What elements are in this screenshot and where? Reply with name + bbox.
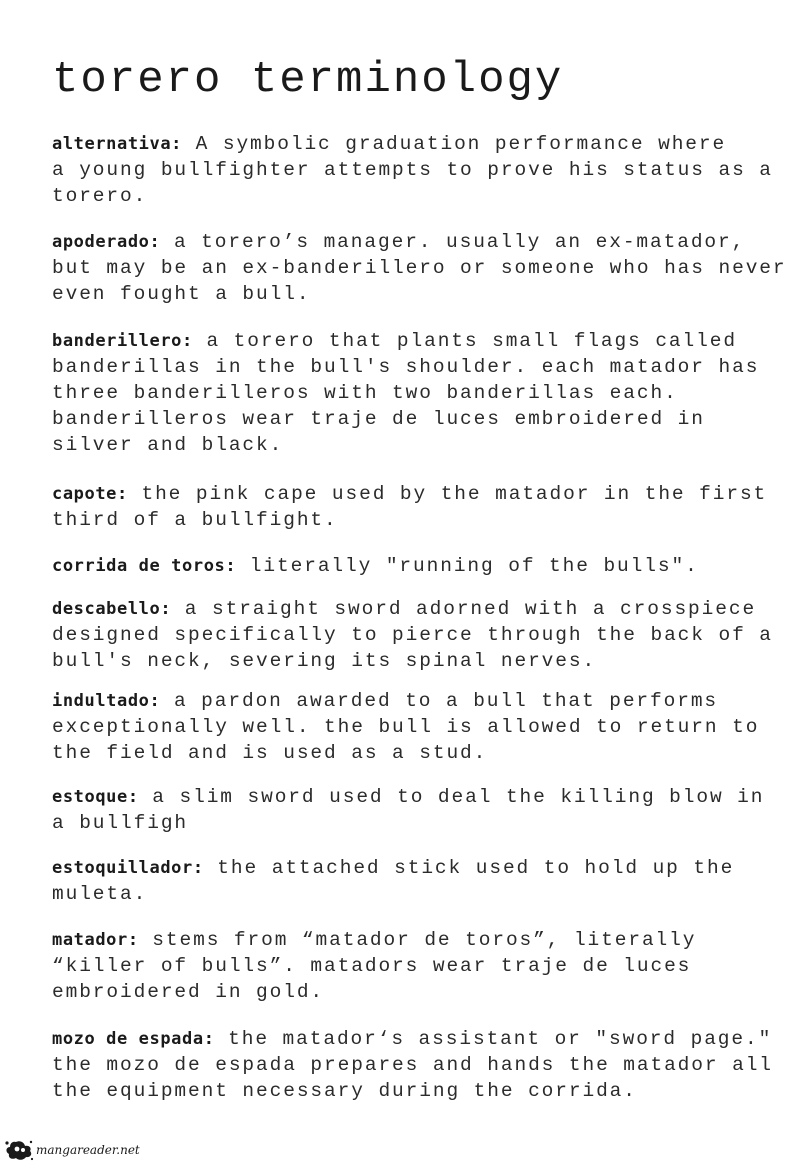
definition-line: a straight sword adorned with a crosspiece [171, 598, 757, 620]
glossary-entry [52, 688, 772, 766]
definition-line: stems from “matador de toros”, literally [138, 929, 697, 951]
definition-line: designed specifically to pierce through the back of a [52, 624, 773, 646]
definition-line: torero. [52, 185, 148, 207]
definition-line: three banderilleros with two banderillas each. [52, 382, 678, 404]
glossary-entry [52, 328, 772, 458]
ink-splat-icon [4, 1138, 34, 1162]
glossary-term: alternativa: [52, 134, 183, 154]
glossary-entry [52, 927, 772, 1005]
page-title: torero terminology [52, 55, 564, 105]
glossary-entry [52, 596, 772, 674]
definition-line: silver and black. [52, 434, 284, 456]
definition-line: the equipment necessary during the corrida. [52, 1080, 637, 1102]
definition-line: muleta. [52, 883, 148, 905]
definition-line: even fought a bull. [52, 283, 311, 305]
glossary-entry [52, 784, 772, 836]
glossary-term: capote: [52, 484, 128, 504]
definition-line: third of a bullfight. [52, 509, 338, 531]
watermark-text: mangareader.net [36, 1143, 140, 1157]
definition-line: the matador‘s assistant or "sword page." [214, 1028, 773, 1050]
glossary-entry [52, 481, 772, 533]
definition-line: a young bullfighter attempts to prove his status as a [52, 159, 773, 181]
definition-line: the attached stick used to hold up the [203, 857, 735, 879]
glossary-entry [52, 131, 772, 209]
glossary-entry [52, 1026, 772, 1104]
glossary-entry [52, 229, 787, 307]
glossary-term: corrida de toros: [52, 556, 237, 576]
definition-line: “killer of bulls”. matadors wear traje de luces [52, 955, 692, 977]
definition-line: a pardon awarded to a bull that performs [160, 690, 719, 712]
glossary-entry [52, 553, 772, 579]
glossary-term: matador: [52, 930, 139, 950]
glossary-entry [52, 855, 772, 907]
watermark[interactable] [4, 1138, 140, 1162]
definition-line: the mozo de espada prepares and hands the matador all [52, 1054, 773, 1076]
glossary-term: apoderado: [52, 232, 161, 252]
definition-line: banderilleros wear traje de luces embroidered in [52, 408, 705, 430]
glossary-term: estoquillador: [52, 858, 204, 878]
definition-line: a torero’s manager. usually an ex-matador, [160, 231, 746, 253]
definition-line: the field and is used as a stud. [52, 742, 488, 764]
definition-line: banderillas in the bull's shoulder. each matador has [52, 356, 760, 378]
definition-line: A symbolic graduation performance where [182, 133, 727, 155]
definition-line: a bullfigh [52, 812, 189, 834]
definition-line: exceptionally well. the bull is allowed to return to [52, 716, 760, 738]
definition-line: the pink cape used by the matador in the first [127, 483, 768, 505]
definition-line: literally "running of the bulls". [236, 555, 699, 577]
definition-line: but may be an ex-banderillero or someone who has never [52, 257, 787, 279]
glossary-term: estoque: [52, 787, 139, 807]
glossary-term: descabello: [52, 599, 172, 619]
definition-line: embroidered in gold. [52, 981, 325, 1003]
glossary-term: mozo de espada: [52, 1029, 215, 1049]
definition-line: a torero that plants small flags called [192, 330, 737, 352]
glossary-term: indultado: [52, 691, 161, 711]
definition-line: a slim sword used to deal the killing blow in [138, 786, 765, 808]
definition-line: bull's neck, severing its spinal nerves. [52, 650, 597, 672]
glossary-term: banderillero: [52, 331, 193, 351]
